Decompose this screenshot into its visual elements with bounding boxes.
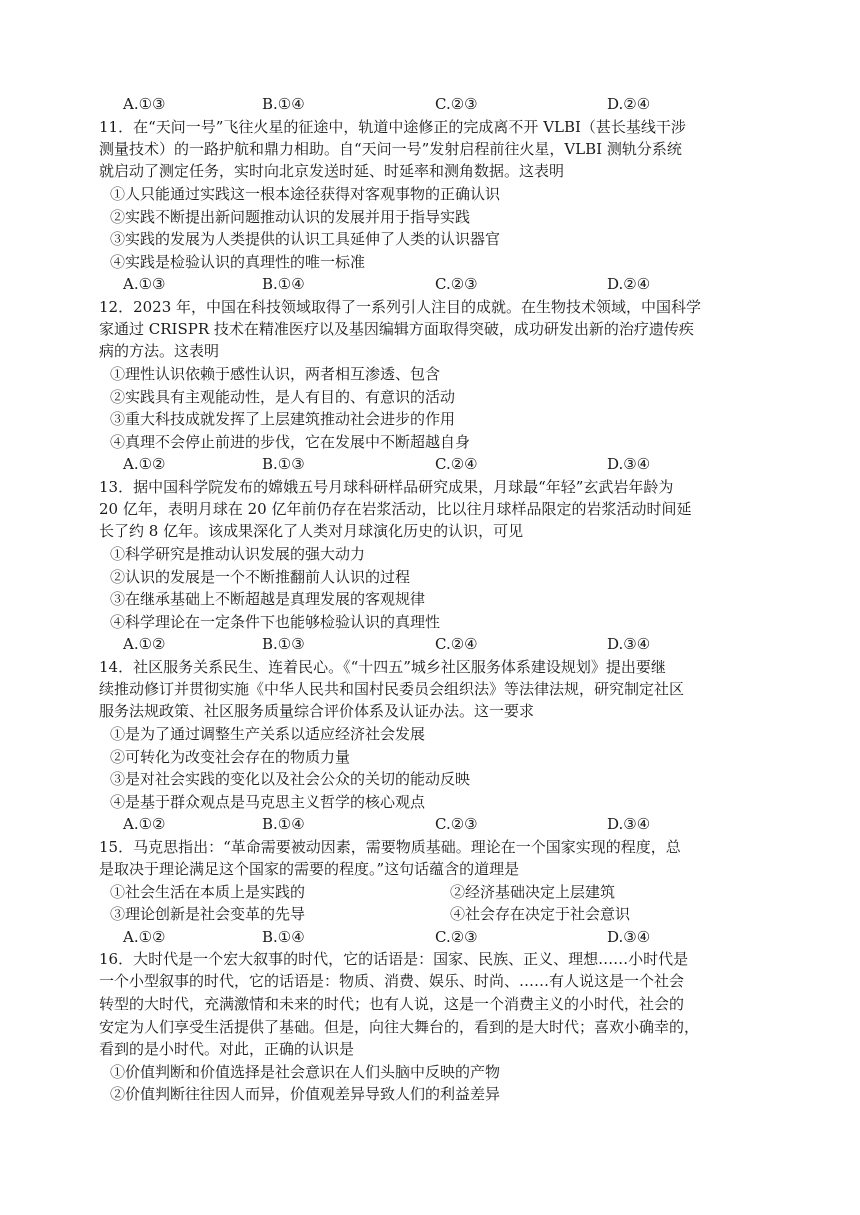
choice-d[interactable]: D.②④ <box>607 95 651 113</box>
choice-a[interactable]: A.①② <box>123 815 166 833</box>
stem-line: 服务法规政策、社区服务质量综合评价体系及认证办法。这一要求 <box>99 702 535 720</box>
stem-line: 是取决于理论满足这个国家的需要的程度。”这句话蕴含的道理是 <box>99 860 520 878</box>
choice-d[interactable]: D.③④ <box>607 635 651 653</box>
statement-3: ③重大科技成就发挥了上层建筑推动社会进步的作用 <box>110 410 456 428</box>
stem-line: 测量技术）的一路护航和鼎力相助。自“天问一号”发射启程前往火星，VLBI 测轨分系统 <box>99 140 682 158</box>
statement-2: ②实践具有主观能动性，是人有目的、有意识的活动 <box>110 388 456 406</box>
statement-4: ④社会存在决定于社会意识 <box>450 905 631 923</box>
statement-1: ①人只能通过实践这一根本途径获得对客观事物的正确认识 <box>110 185 501 203</box>
choice-d[interactable]: D.③④ <box>607 455 651 473</box>
choice-b[interactable]: B.①④ <box>262 95 305 113</box>
stem-line: 家通过 CRISPR 技术在精准医疗以及基因编辑方面取得突破，成功研发出新的治疗遗传疾 <box>99 320 694 338</box>
stem-line: 安定为人们享受生活提供了基础。但是，向往大舞台的，看到的是大时代；喜欢小确幸的， <box>99 1018 700 1036</box>
stem-line: 看到的是小时代。对此，正确的认识是 <box>99 1040 355 1058</box>
statement-1: ①社会生活在本质上是实践的 <box>110 883 306 901</box>
statement-4: ④实践是检验认识的真理性的唯一标准 <box>110 253 366 271</box>
choice-d[interactable]: D.③④ <box>607 815 651 833</box>
choice-a[interactable]: A.①③ <box>123 95 166 113</box>
stem-line: 15．马克思指出：“革命需要被动因素，需要物质基础。理论在一个国家实现的程度，总 <box>99 838 681 856</box>
choice-c[interactable]: C.②④ <box>435 455 478 473</box>
choice-c[interactable]: C.②③ <box>435 95 478 113</box>
stem-line: 病的方法。这表明 <box>99 342 220 360</box>
stem-line: 12．2023 年，中国在科技领域取得了一系列引人注目的成就。在生物技术领域，中国科学 <box>99 298 702 316</box>
choice-a[interactable]: A.①② <box>123 455 166 473</box>
statement-2: ②经济基础决定上层建筑 <box>450 883 616 901</box>
statement-3: ③是对社会实践的变化以及社会公众的关切的能动反映 <box>110 770 471 788</box>
choice-b[interactable]: B.①④ <box>262 928 305 946</box>
statement-1: ①理性认识依赖于感性认识，两者相互渗透、包含 <box>110 365 441 383</box>
statement-4: ④真理不会停止前进的步伐，它在发展中不断超越自身 <box>110 433 471 451</box>
stem-line: 20 亿年，表明月球在 20 亿年前仍存在岩浆活动，比以往月球样品限定的岩浆活动时间延 <box>99 500 692 518</box>
choice-c[interactable]: C.②③ <box>435 275 478 293</box>
statement-1: ①科学研究是推动认识发展的强大动力 <box>110 545 366 563</box>
choice-b[interactable]: B.①③ <box>262 635 305 653</box>
choice-d[interactable]: D.②④ <box>607 275 651 293</box>
statement-3: ③理论创新是社会变革的先导 <box>110 905 306 923</box>
choice-a[interactable]: A.①③ <box>123 275 166 293</box>
choice-c[interactable]: C.②③ <box>435 928 478 946</box>
choice-a[interactable]: A.①② <box>123 635 166 653</box>
stem-line: 就启动了测定任务，实时向北京发送时延、时延率和测角数据。这表明 <box>99 162 565 180</box>
statement-1: ①价值判断和价值选择是社会意识在人们头脑中反映的产物 <box>110 1063 501 1081</box>
statement-4: ④科学理论在一定条件下也能够检验认识的真理性 <box>110 613 441 631</box>
stem-line: 13．据中国科学院发布的嫦娥五号月球科研样品研究成果，月球最“年轻”玄武岩年龄为 <box>99 478 674 496</box>
statement-3: ③在继承基础上不断超越是真理发展的客观规律 <box>110 590 426 608</box>
choice-c[interactable]: C.②③ <box>435 815 478 833</box>
choice-a[interactable]: A.①② <box>123 928 166 946</box>
statement-2: ②可转化为改变社会存在的物质力量 <box>110 748 351 766</box>
statement-2: ②价值判断往往因人而异，价值观差异导致人们的利益差异 <box>110 1085 501 1103</box>
choice-b[interactable]: B.①④ <box>262 275 305 293</box>
statement-3: ③实践的发展为人类提供的认识工具延伸了人类的认识器官 <box>110 230 501 248</box>
stem-line: 14．社区服务关系民生、连着民心。《“十四五”城乡社区服务体系建设规划》提出要继 <box>99 658 666 676</box>
statement-2: ②认识的发展是一个不断推翻前人认识的过程 <box>110 568 411 586</box>
choice-d[interactable]: D.③④ <box>607 928 651 946</box>
stem-line: 一个小型叙事的时代，它的话语是：物质、消费、娱乐、时尚、……有人说这是一个社会 <box>99 972 685 990</box>
choice-c[interactable]: C.②④ <box>435 635 478 653</box>
stem-line: 长了约 8 亿年。该成果深化了人类对月球演化历史的认识，可见 <box>99 522 524 540</box>
statement-1: ①是为了通过调整生产关系以适应经济社会发展 <box>110 725 426 743</box>
stem-line: 16．大时代是一个宏大叙事的时代，它的话语是：国家、民族、正义、理想……小时代是 <box>99 950 689 968</box>
stem-line: 续推动修订并贯彻实施《中华人民共和国村民委员会组织法》等法律法规，研究制定社区 <box>99 680 685 698</box>
choice-b[interactable]: B.①③ <box>262 455 305 473</box>
statement-4: ④是基于群众观点是马克思主义哲学的核心观点 <box>110 793 426 811</box>
stem-line: 11．在“天问一号”飞往火星的征途中，轨道中途修正的完成离不开 VLBI（甚长基线干涉 <box>99 118 686 136</box>
choice-b[interactable]: B.①④ <box>262 815 305 833</box>
statement-2: ②实践不断提出新问题推动认识的发展并用于指导实践 <box>110 208 471 226</box>
stem-line: 转型的大时代，充满激情和未来的时代；也有人说，这是一个消费主义的小时代，社会的 <box>99 995 685 1013</box>
